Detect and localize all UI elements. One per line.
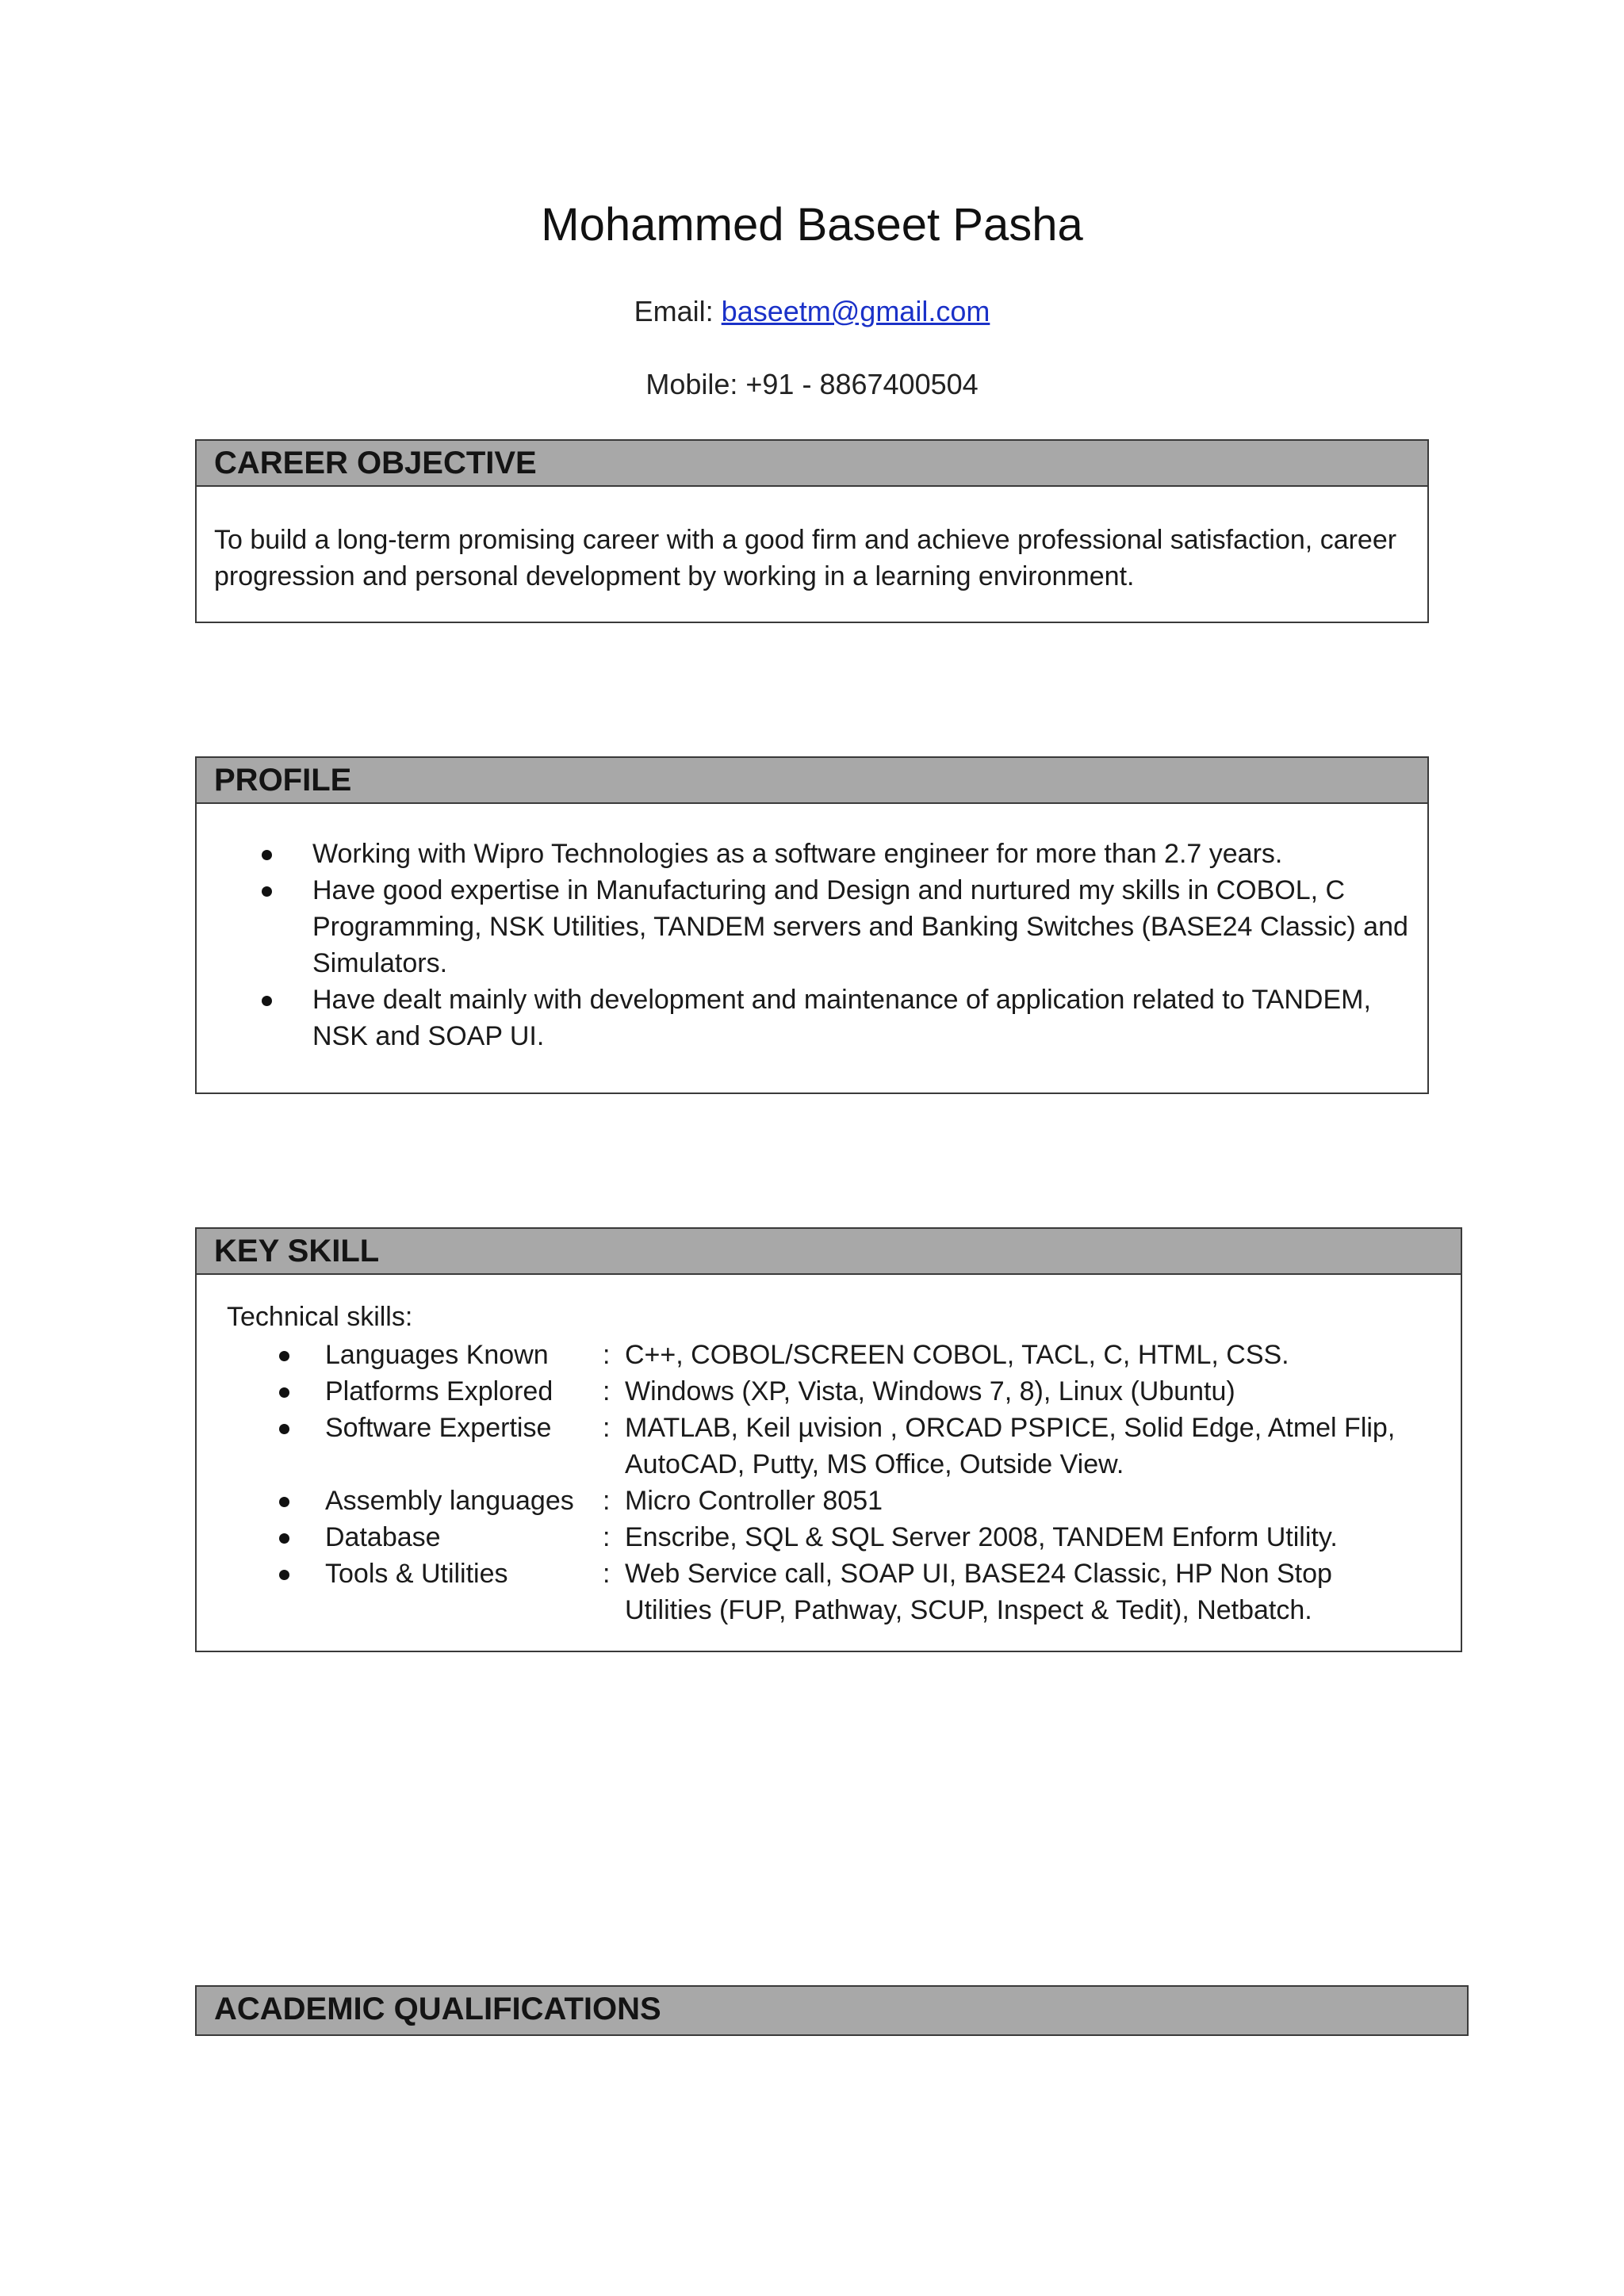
skill-name: Software Expertise — [325, 1413, 552, 1443]
career-objective-text: To build a long-term promising career with a good firm and achieve professional satisfaction, career progression and personal development by working in a learning environment. — [214, 525, 1397, 591]
skill-colon: : — [603, 1559, 611, 1589]
technical-skills-label: Technical skills: — [227, 1302, 413, 1332]
career-objective-heading: CAREER OBJECTIVE — [197, 441, 1427, 487]
skill-value: Micro Controller 8051 — [625, 1486, 883, 1516]
bullet-icon — [279, 1533, 289, 1544]
email-line — [0, 295, 1624, 328]
skill-value: Windows (XP, Vista, Windows 7, 8), Linux (Ubuntu) — [625, 1376, 1235, 1406]
skill-item — [197, 1483, 1442, 1519]
skill-colon: : — [603, 1376, 611, 1406]
skill-colon: : — [603, 1486, 611, 1516]
skill-item — [197, 1556, 1442, 1628]
email-label: Email: — [634, 295, 722, 327]
skill-name: Languages Known — [325, 1340, 549, 1370]
resume-name: Mohammed Baseet Pasha — [541, 199, 1083, 251]
profile-item — [197, 872, 1408, 982]
key-skill-section — [195, 1227, 1462, 1652]
bullet-icon — [279, 1424, 289, 1434]
skills-list — [197, 1337, 1442, 1628]
skill-value: MATLAB, Keil µvision , ORCAD PSPICE, Solid Edge, Atmel Flip, AutoCAD, Putty, MS Office, Outside View. — [625, 1413, 1396, 1479]
profile-item-text: Have dealt mainly with development and maintenance of application related to TANDEM, NSK and SOAP UI. — [312, 985, 1371, 1051]
skill-item — [197, 1410, 1442, 1483]
bullet-icon — [262, 850, 272, 860]
academic-heading: ACADEMIC QUALIFICATIONS — [197, 1987, 1467, 2034]
mobile-line: Mobile: +91 - 8867400504 — [645, 368, 979, 400]
bullet-icon — [279, 1387, 289, 1398]
profile-section — [195, 756, 1429, 1094]
skill-value: Enscribe, SQL & SQL Server 2008, TANDEM Enform Utility. — [625, 1522, 1338, 1552]
skill-value: Web Service call, SOAP UI, BASE24 Classic, HP Non Stop Utilities (FUP, Pathway, SCUP, Inspect & Tedit), Netbatch. — [625, 1559, 1332, 1625]
profile-item — [197, 836, 1408, 872]
bullet-icon — [279, 1497, 289, 1507]
skill-item — [197, 1337, 1442, 1373]
skill-name: Tools & Utilities — [325, 1559, 508, 1589]
bullet-icon — [279, 1351, 289, 1361]
bullet-icon — [262, 996, 272, 1006]
skill-value: C++, COBOL/SCREEN COBOL, TACL, C, HTML, CSS. — [625, 1340, 1289, 1370]
skill-colon: : — [603, 1413, 611, 1443]
bullet-icon — [279, 1570, 289, 1580]
profile-heading: PROFILE — [197, 758, 1427, 804]
skill-name: Platforms Explored — [325, 1376, 553, 1406]
skill-item — [197, 1373, 1442, 1410]
skill-name: Database — [325, 1522, 441, 1552]
bullet-icon — [262, 886, 272, 897]
profile-item-text: Have good expertise in Manufacturing and Design and nurtured my skills in COBOL, C Programming, NSK Utilities, TANDEM servers and Banking Switches (BASE24 Classic) and Simulators. — [312, 875, 1408, 978]
email-link[interactable]: baseetm@gmail.com — [721, 295, 990, 327]
skill-colon: : — [603, 1522, 611, 1552]
skill-colon: : — [603, 1340, 611, 1370]
profile-item — [197, 982, 1408, 1054]
skill-name: Assembly languages — [325, 1486, 574, 1516]
career-objective-section — [195, 439, 1429, 623]
academic-section — [195, 1985, 1469, 2036]
key-skill-heading: KEY SKILL — [197, 1229, 1461, 1275]
profile-item-text: Working with Wipro Technologies as a software engineer for more than 2.7 years. — [312, 839, 1283, 869]
profile-list — [197, 836, 1408, 1054]
skill-item — [197, 1519, 1442, 1556]
